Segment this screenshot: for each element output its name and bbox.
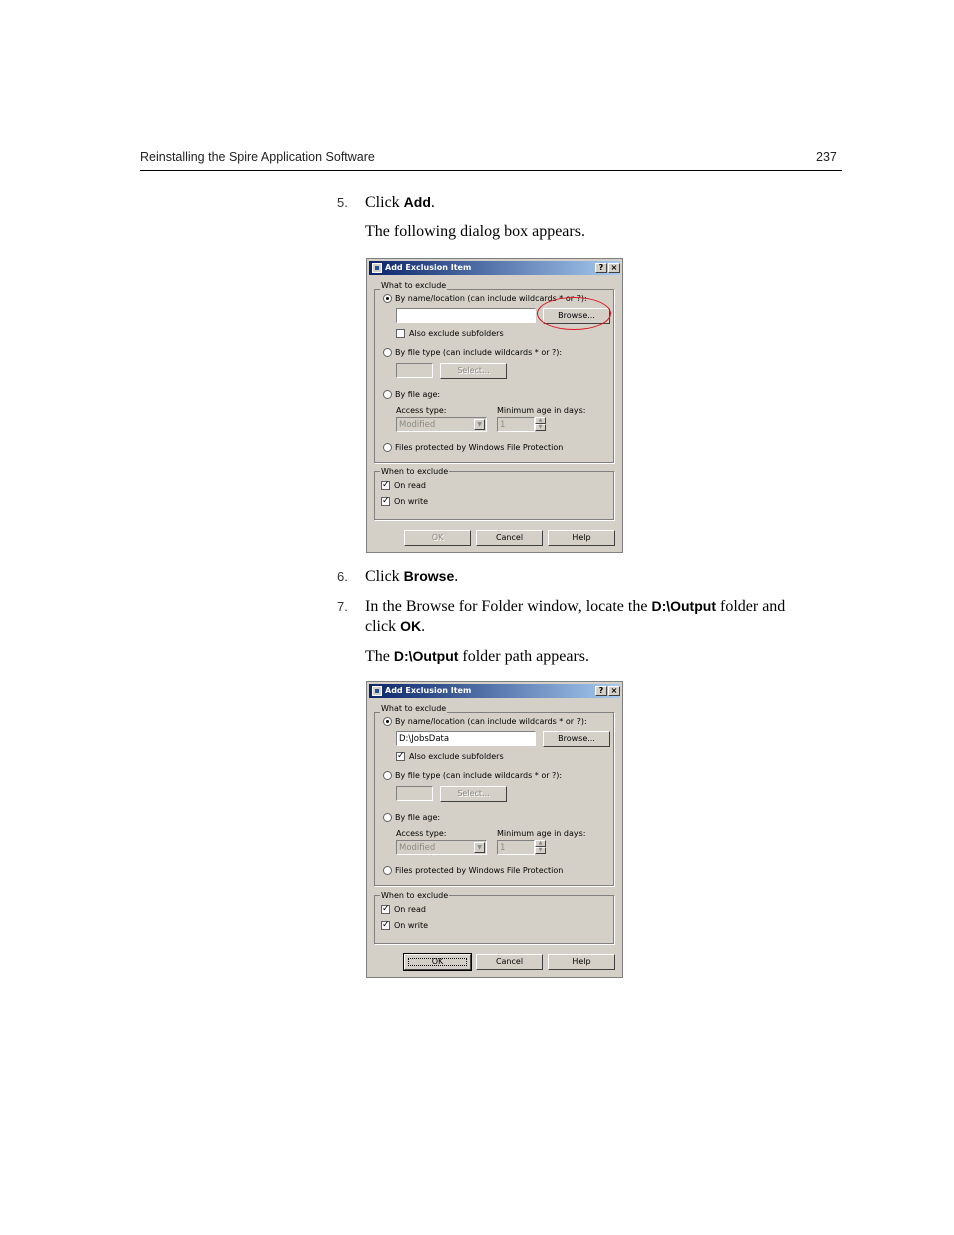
spin-up-icon: ▲ [535,417,546,424]
radio-by-name-label: By name/location (can include wildcards * or ?): [395,717,587,726]
on-write-checkbox[interactable]: ✓ [382,920,390,930]
chevron-down-icon: ▼ [474,842,485,853]
spin-down-icon: ▼ [535,847,546,854]
path-appears-text [365,646,589,667]
step-number: 5. [337,195,348,210]
checkbox-label: On write [394,497,429,506]
access-type-select [396,417,487,432]
step-5-text [365,192,435,213]
also-exclude-subfolders-checkbox[interactable]: ✓ [397,751,405,761]
minimum-age-input: 1 [497,417,535,432]
spin-down-icon: ▼ [535,424,546,431]
radio-label: By file age: [395,390,441,399]
on-read-checkbox[interactable]: ✓ [382,480,390,490]
dialog-screenshot-2 [366,681,623,978]
on-write-checkbox[interactable]: ✓ [382,496,390,506]
spin-up-icon: ▲ [535,840,546,847]
step-text: folder path appears. [458,648,590,665]
step-number: 7. [337,599,348,614]
select-button: Select... [440,363,507,379]
step-bold-term: D:\Output [651,598,716,614]
name-location-input[interactable] [396,308,536,323]
checkbox-label: Also exclude subfolders [409,329,504,338]
step-bold-term: D:\Output [393,648,459,664]
help-icon[interactable]: ? [595,263,607,273]
step-bold-term: Add [403,194,431,210]
highlight-circle-annotation [537,297,611,330]
step-text: In the Browse for Folder window, locate the [365,598,652,615]
step-text: . [454,568,459,585]
dialog-title: Add Exclusion Item [385,263,472,272]
page-number: 237 [816,150,837,164]
step-text: folder and [715,598,786,615]
when-to-exclude-group [374,471,614,520]
dialog-titlebar [369,261,620,275]
step-6-text [365,566,458,587]
header-rule [140,170,842,171]
select-button: Select... [440,786,507,802]
access-type-label: Access type: [396,829,447,838]
radio-protected-files[interactable] [383,443,392,452]
checkbox-label: On read [394,905,426,914]
close-icon[interactable]: × [608,686,620,696]
step-bold-term: OK [400,618,422,634]
ok-button[interactable]: OK [404,954,471,970]
step-text: The [365,648,394,665]
radio-label: By file type (can include wildcards * or ?): [395,348,563,357]
browse-button[interactable]: Browse... [543,308,610,324]
radio-by-name[interactable] [383,294,392,303]
group-label: When to exclude [381,467,449,476]
following-dialog-text: The following dialog box appears. [365,223,585,240]
radio-label: By file age: [395,813,441,822]
file-type-input [396,363,433,378]
running-header-title: Reinstalling the Spire Application Software [140,150,375,164]
help-button[interactable]: Help [548,530,615,546]
minimum-age-label: Minimum age in days: [497,829,586,838]
cancel-button[interactable]: Cancel [476,530,543,546]
access-type-select [396,840,487,855]
radio-label: By file type (can include wildcards * or ?): [395,771,563,780]
group-label: What to exclude [381,281,447,290]
chevron-down-icon: ▼ [474,419,485,430]
checkbox-label: On write [394,921,429,930]
close-icon[interactable]: × [608,263,620,273]
dialog-title: Add Exclusion Item [385,686,472,695]
step-bold-term: Browse [403,568,455,584]
radio-label: Files protected by Windows File Protection [395,866,564,875]
age-spinner [535,417,546,431]
on-read-checkbox[interactable]: ✓ [382,904,390,914]
radio-protected-files[interactable] [383,866,392,875]
radio-by-file-age[interactable] [383,390,392,399]
app-icon [372,686,382,696]
radio-by-file-age[interactable] [383,813,392,822]
group-label: What to exclude [381,704,447,713]
help-button[interactable]: Help [548,954,615,970]
age-spinner [535,840,546,854]
browse-button[interactable]: Browse... [543,731,610,747]
checkbox-label: Also exclude subfolders [409,752,504,761]
checkbox-label: On read [394,481,426,490]
minimum-age-input: 1 [497,840,535,855]
file-type-input [396,786,433,801]
radio-by-name[interactable] [383,717,392,726]
ok-button: OK [404,530,471,546]
dialog-screenshot-1 [366,258,623,553]
app-icon [372,263,382,273]
step-7-line-1 [365,596,785,617]
dialog-titlebar [369,684,620,698]
step-text: click [365,618,401,635]
step-text: Click [365,194,404,211]
access-type-value: Modified [399,843,436,853]
radio-by-file-type[interactable] [383,348,392,357]
minimum-age-label: Minimum age in days: [497,406,586,415]
step-number: 6. [337,569,348,584]
access-type-value: Modified [399,420,436,430]
also-exclude-subfolders-checkbox[interactable] [396,329,405,338]
access-type-label: Access type: [396,406,447,415]
help-icon[interactable]: ? [595,686,607,696]
name-location-input[interactable]: D:\JobsData [396,731,536,746]
step-7-line-2 [365,616,425,637]
radio-by-file-type[interactable] [383,771,392,780]
step-text: . [430,194,435,211]
cancel-button[interactable]: Cancel [476,954,543,970]
radio-by-name-label: By name/location (can include wildcards * or ?): [395,294,587,303]
step-text: . [421,618,426,635]
radio-label: Files protected by Windows File Protection [395,443,564,452]
when-to-exclude-group [374,895,614,944]
group-label: When to exclude [381,891,449,900]
step-text: Click [365,568,404,585]
